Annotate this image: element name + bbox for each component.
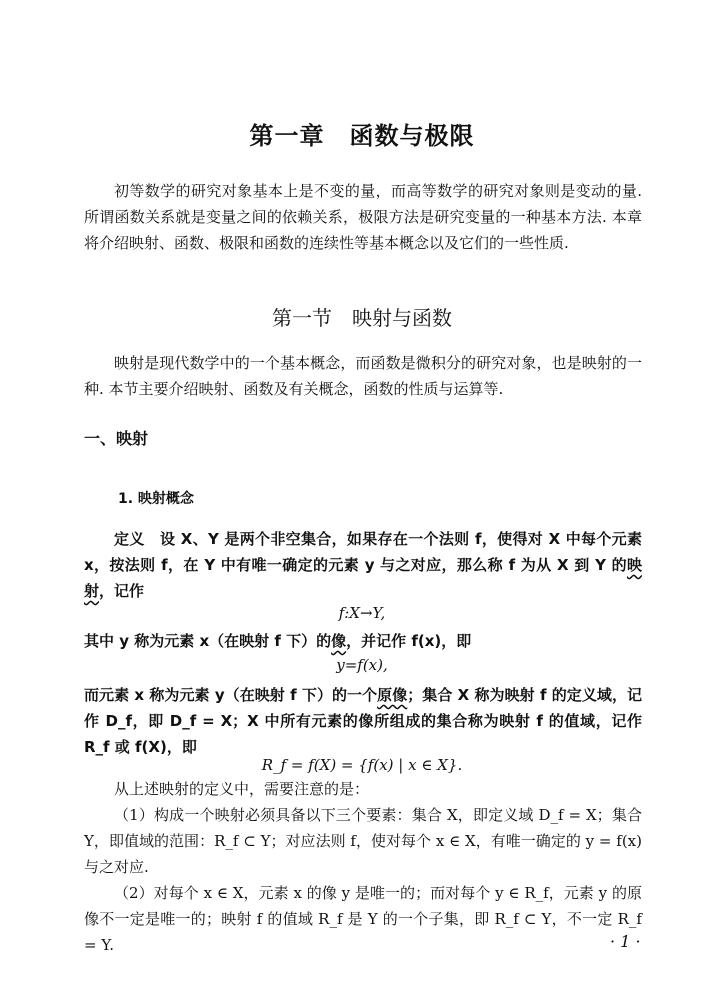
definition-text: 定义 设 X、Y 是两个非空集合，如果存在一个法则 f，使得对 X 中每个元素 x，按法则 f，在 Y 中有唯一确定的元素 y 与之对应，那么称 f 为从 X 到 Y 的: [84, 530, 642, 574]
page-number: · 1 ·: [610, 932, 641, 951]
term-preimage: 原像: [377, 686, 408, 704]
term-image: 像: [331, 632, 347, 650]
formula-range: R_f = f(X) = {f(x) | x ∈ X}.: [261, 756, 463, 774]
term-mapping: 映射: [84, 556, 642, 600]
definition-paragraph-1: [84, 526, 642, 604]
subheading-mapping-concept: 1. 映射概念: [118, 491, 194, 507]
domain-range-definition-text: ；集合 X 称为映射 f 的定义域，记作 D_f，即 D_f = X；X 中所有元素的像所组成的集合称为映射 f 的值域，记作 R_f 或 f(X)，即: [84, 686, 642, 756]
image-definition-text: 其中 y 称为元素 x（在映射 f 下）的: [84, 632, 332, 650]
image-definition-text-end: ，并记作 f(x)，即: [346, 632, 472, 650]
note-item-1: （1）构成一个映射必须具备以下三个要素：集合 X，即定义域 D_f = X；集合 Y，即值域的范围：R_f ⊂ Y；对应法则 f，使对每个 x ∈ X，有唯一确定的 y = f(x) 与之对应.: [84, 806, 642, 876]
note-item-2: （2）对每个 x ∈ X，元素 x 的像 y 是唯一的；而对每个 y ∈ R_f，元素 y 的原像不一定是唯一的；映射 f 的值域 R_f 是 Y 的一个子集，即 R_f ⊂ Y，不一定 R_f = Y.: [84, 884, 642, 954]
section-title: 第一节 映射与函数: [272, 306, 452, 330]
definition-paragraph-3: [84, 682, 642, 760]
chapter-intro-paragraph: 初等数学的研究对象基本上是不变的量，而高等数学的研究对象则是变动的量. 所谓函数关系就是变量之间的依赖关系，极限方法是研究变量的一种基本方法. 本章将介绍映射、函数、极限和函数的连续性等基本概念以及它们的一些性质.: [84, 182, 642, 252]
notes-lead: 从上述映射的定义中，需要注意的是：: [114, 780, 370, 798]
preimage-definition-text: 而元素 x 称为元素 y（在映射 f 下）的一个: [84, 686, 378, 704]
chapter-title: 第一章 函数与极限: [249, 122, 475, 150]
heading-mapping: 一、映射: [84, 429, 149, 448]
definition-paragraph-2: [84, 628, 642, 654]
formula-mapping: f:X→Y,: [338, 604, 386, 622]
formula-image: y=f(x),: [336, 656, 388, 674]
section-intro-paragraph: 映射是现代数学中的一个基本概念，而函数是微积分的研究对象，也是映射的一种. 本节主要介绍映射、函数及有关概念，函数的性质与运算等.: [84, 354, 642, 398]
definition-text-end: ，记作: [99, 582, 145, 600]
